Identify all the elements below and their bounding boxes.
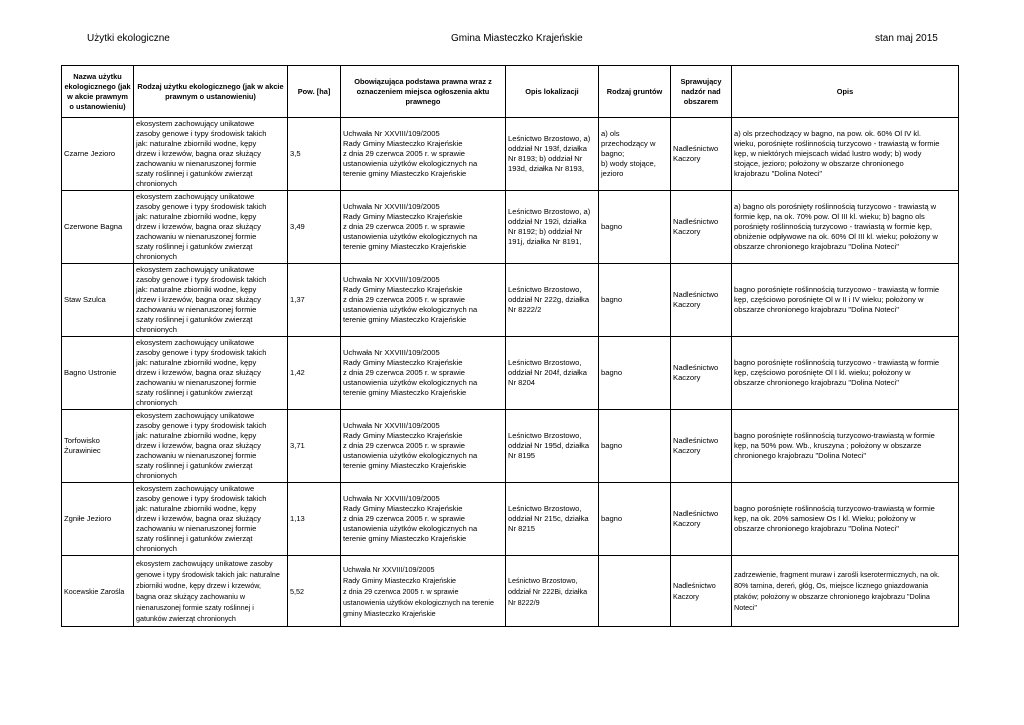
cell-opis: a) bagno ols porośnięty roślinnością turzycowo - trawiastą w formie kęp, na ok. 70% pow. Ol III kl. wieku; b) bagno ols porośnięty roślinnością turzycowo - trawiastą w formie kęp, obniżenie odpływowe na ok. 60% Ol III kl. wieku; położony w obszarze chronionego krajobrazu "Dolina Noteci" <box>732 191 959 264</box>
table-row <box>62 483 959 556</box>
cell-rodzaj: ekosystem zachowujący unikatowe zasoby genowe i typy środowisk takich jak: naturalne zbiorniki wodne, kępy drzew i krzewów, bagna oraz służący zachowaniu w nienaruszonej formie szaty roślinnej i gatunków zwierząt chronionych <box>134 410 288 483</box>
cell-rodzaj: ekosystem zachowujący unikatowe zasoby genowe i typy środowisk takich jak: naturalne zbiorniki wodne, kępy drzew i krzewów, bagna oraz służący zachowaniu w nienaruszonej formie szaty roślinnej i gatunków zwierząt chronionych <box>134 191 288 264</box>
cell-pow: 1,37 <box>288 264 341 337</box>
header-left: Użytki ekologiczne <box>87 33 170 44</box>
table-header-row <box>62 66 959 118</box>
cell-nazwa: Torfowisko Żurawiniec <box>62 410 134 483</box>
cell-nadzor: Nadleśnictwo Kaczory <box>671 191 732 264</box>
cell-pow: 3,5 <box>288 118 341 191</box>
cell-lokalizacja: Leśnictwo Brzostowo, a) oddział Nr 193f, działka Nr 8193; b) oddział Nr 193d, działka Nr 8193, <box>506 118 599 191</box>
table-row <box>62 410 959 483</box>
cell-pow: 3,71 <box>288 410 341 483</box>
cell-nazwa: Czarne Jezioro <box>62 118 134 191</box>
cell-nazwa: Kocewskie Zarośla <box>62 556 134 627</box>
cell-grunty <box>599 556 671 627</box>
cell-rodzaj: ekosystem zachowujący unikatowe zasoby genowe i typy środowisk takich jak: naturalne zbiorniki wodne, kępy drzew i krzewów, bagna oraz służący zachowaniu w nienaruszonej formie szaty roślinnej i gatunków zwierząt chronionych <box>134 483 288 556</box>
cell-lokalizacja: Leśnictwo Brzostowo, oddział Nr 204f, działka Nr 8204 <box>506 337 599 410</box>
cell-nadzor: Nadleśnictwo Kaczory <box>671 118 732 191</box>
cell-nazwa: Zgniłe Jezioro <box>62 483 134 556</box>
cell-nadzor: Nadleśnictwo Kaczory <box>671 337 732 410</box>
cell-lokalizacja: Leśnictwo Brzostowo, oddział Nr 222Bi, działka Nr 8222/9 <box>506 556 599 627</box>
cell-podstawa: Uchwała Nr XXVIII/109/2005 Rady Gminy Miasteczko Krajeńskie z dnia 29 czerwca 2005 r. w sprawie ustanowienia użytków ekologicznych na terenie gminy Miasteczko Krajeńskie <box>341 556 506 627</box>
cell-pow: 5,52 <box>288 556 341 627</box>
cell-lokalizacja: Leśnictwo Brzostowo, oddział Nr 215c, działka Nr 8215 <box>506 483 599 556</box>
cell-grunty: bagno <box>599 337 671 410</box>
cell-opis: zadrzewienie, fragment muraw i zarośli kserotermicznych, na ok. 80% tarnina, dereń, głóg, Os, miejsce licznego gniazdowania ptaków; położony w obszarze chronionego krajobrazu "Dolina Noteci" <box>732 556 959 627</box>
cell-nadzor: Nadleśnictwo Kaczory <box>671 410 732 483</box>
cell-grunty: a) ols przechodzący w bagno; b) wody stojące, jezioro <box>599 118 671 191</box>
cell-lokalizacja: Leśnictwo Brzostowo, a) oddział Nr 192i, działka Nr 8192; b) oddział Nr 191j, działka Nr 8191, <box>506 191 599 264</box>
cell-opis: bagno porośnięte roślinnością turzycowo - trawiastą w formie kęp, częściowo porośnięte Ol I kl. wieku; położony w obszarze chronionego krajobrazu "Dolina Noteci" <box>732 337 959 410</box>
cell-rodzaj: ekosystem zachowujący unikatowe zasoby genowe i typy środowisk takich jak: naturalne zbiorniki wodne, kępy drzew i krzewów, bagna oraz służący zachowaniu w nienaruszonej formie szaty roślinnej i gatunków zwierząt chronionych <box>134 118 288 191</box>
cell-rodzaj: ekosystem zachowujący unikatowe zasoby genowe i typy środowisk takich jak: naturalne zbiorniki wodne, kępy drzew i krzewów, bagna oraz służący zachowaniu w nienaruszonej formie szaty roślinnej i gatunków zwierząt chronionych <box>134 337 288 410</box>
cell-nadzor: Nadleśnictwo Kaczory <box>671 264 732 337</box>
cell-lokalizacja: Leśnictwo Brzostowo, oddział Nr 222g, działka Nr 8222/2 <box>506 264 599 337</box>
cell-podstawa: Uchwała Nr XXVIII/109/2005 Rady Gminy Miasteczko Krajeńskie z dnia 29 czerwca 2005 r. w sprawie ustanowienia użytków ekologicznych na terenie gminy Miasteczko Krajeńskie <box>341 337 506 410</box>
register-table <box>61 65 959 627</box>
cell-nazwa: Staw Szulca <box>62 264 134 337</box>
cell-nazwa: Czerwone Bagna <box>62 191 134 264</box>
cell-podstawa: Uchwała Nr XXVIII/109/2005 Rady Gminy Miasteczko Krajeńskie z dnia 29 czerwca 2005 r. w sprawie ustanowienia użytków ekologicznych na terenie gminy Miasteczko Krajeńskie <box>341 483 506 556</box>
col-header-opis: Opis <box>732 66 959 118</box>
cell-podstawa: Uchwała Nr XXVIII/109/2005 Rady Gminy Miasteczko Krajeńskie z dnia 29 czerwca 2005 r. w sprawie ustanowienia użytków ekologicznych na terenie gminy Miasteczko Krajeńskie <box>341 410 506 483</box>
col-header-rodzaj: Rodzaj użytku ekologicznego (jak w akcie prawnym o ustanowieniu) <box>134 66 288 118</box>
cell-nadzor: Nadleśnictwo Kaczory <box>671 483 732 556</box>
cell-nazwa: Bagno Ustronie <box>62 337 134 410</box>
cell-pow: 3,49 <box>288 191 341 264</box>
cell-pow: 1,42 <box>288 337 341 410</box>
table-row <box>62 337 959 410</box>
cell-grunty: bagno <box>599 191 671 264</box>
cell-podstawa: Uchwała Nr XXVIII/109/2005 Rady Gminy Miasteczko Krajeńskie z dnia 29 czerwca 2005 r. w sprawie ustanowienia użytków ekologicznych na terenie gminy Miasteczko Krajeńskie <box>341 264 506 337</box>
cell-opis: bagno porośnięte roślinnością turzycowo - trawiastą w formie kęp, częściowo porośnięte Ol w II i IV wieku; położony w obszarze chronionego krajobrazu "Dolina Noteci" <box>732 264 959 337</box>
cell-lokalizacja: Leśnictwo Brzostowo, oddział Nr 195d, działka Nr 8195 <box>506 410 599 483</box>
cell-podstawa: Uchwała Nr XXVIII/109/2005 Rady Gminy Miasteczko Krajeńskie z dnia 29 czerwca 2005 r. w sprawie ustanowienia użytków ekologicznych na terenie gminy Miasteczko Krajeńskie <box>341 118 506 191</box>
cell-grunty: bagno <box>599 410 671 483</box>
header-right: stan maj 2015 <box>875 33 938 44</box>
cell-opis: bagno porośnięte roślinnością turzycowo-trawiastą w formie kęp, na ok. 20% samosiew Os I kl. Wieku; położony w obszarze chronionego krajobrazu "Dolina Noteci" <box>732 483 959 556</box>
cell-rodzaj: ekosystem zachowujący unikatowe zasoby genowe i typy środowisk takich jak: naturalne zbiorniki wodne, kępy drzew i krzewów, bagna oraz służący zachowaniu w nienaruszonej formie szaty roślinnej i gatunków zwierząt chronionych <box>134 556 288 627</box>
header-center: Gmina Miasteczko Krajeńskie <box>451 33 583 44</box>
col-header-lokalizacja: Opis lokalizacji <box>506 66 599 118</box>
table-row <box>62 118 959 191</box>
col-header-podstawa: Obowiązująca podstawa prawna wraz z oznaczeniem miejsca ogłoszenia aktu prawnego <box>341 66 506 118</box>
cell-podstawa: Uchwała Nr XXVIII/109/2005 Rady Gminy Miasteczko Krajeńskie z dnia 29 czerwca 2005 r. w sprawie ustanowienia użytków ekologicznych na terenie gminy Miasteczko Krajeńskie <box>341 191 506 264</box>
col-header-grunty: Rodzaj gruntów <box>599 66 671 118</box>
table-row <box>62 264 959 337</box>
cell-grunty: bagno <box>599 264 671 337</box>
cell-opis: bagno porośnięte roślinnością turzycowo-trawiastą w formie kęp, na 50% pow. Wb., kruszyna ; położony w obszarze chronionego krajobrazu "Dolina Noteci" <box>732 410 959 483</box>
cell-rodzaj: ekosystem zachowujący unikatowe zasoby genowe i typy środowisk takich jak: naturalne zbiorniki wodne, kępy drzew i krzewów, bagna oraz służący zachowaniu w nienaruszonej formie szaty roślinnej i gatunków zwierząt chronionych <box>134 264 288 337</box>
cell-grunty: bagno <box>599 483 671 556</box>
cell-pow: 1,13 <box>288 483 341 556</box>
table-row <box>62 191 959 264</box>
col-header-pow: Pow. [ha] <box>288 66 341 118</box>
cell-opis: a) ols przechodzący w bagno, na pow. ok. 60% Ol IV kl. wieku, porośnięte roślinnością turzycowo - trawiastą w formie kęp, w niektórych miejscach widać lustro wody; b) wody stojące, jezioro; położony w obszarze chronionego krajobrazu "Dolina Noteci" <box>732 118 959 191</box>
col-header-nadzor: Sprawujący nadzór nad obszarem <box>671 66 732 118</box>
cell-nadzor: Nadleśnictwo Kaczory <box>671 556 732 627</box>
table-row <box>62 556 959 627</box>
col-header-nazwa: Nazwa użytku ekologicznego (jak w akcie prawnym o ustanowieniu) <box>62 66 134 118</box>
